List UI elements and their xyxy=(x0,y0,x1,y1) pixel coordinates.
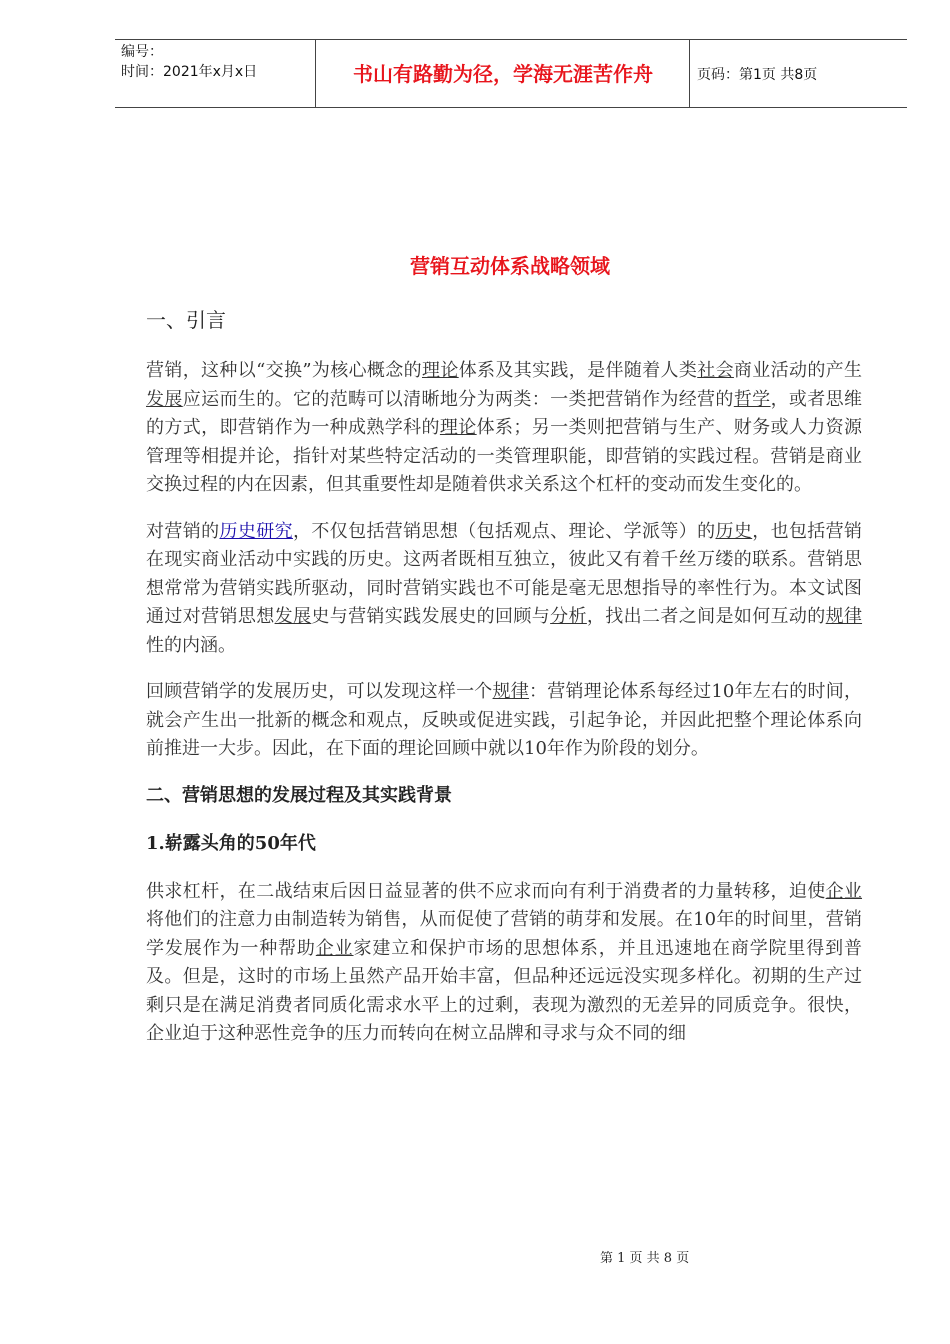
header-meta xyxy=(121,42,311,82)
inline-link[interactable]: 哲学 xyxy=(733,388,771,410)
inline-link[interactable]: 发展 xyxy=(274,606,312,627)
inline-link[interactable]: 企业 xyxy=(315,937,354,959)
page-footer: 第 1 页 共 8 页 xyxy=(600,1251,690,1266)
inline-link[interactable]: 规律 xyxy=(492,681,530,702)
number-label: 编号： xyxy=(121,44,163,60)
header-bottom-rule xyxy=(115,107,907,108)
inline-link[interactable]: 分析 xyxy=(550,606,587,627)
header-top-rule xyxy=(115,39,907,40)
header-divider-1 xyxy=(315,39,316,107)
paragraph: 营销，这种以“交换”为核心概念的理论体系及其实践，是伴随着人类社会商业活动的产生发展应运而生的。它的范畴可以清晰地分为两类：一类把营销作为经营的哲学，或者思维的方式，即营销作为一种成熟学科的理论体系；另一类则把营销与生产、财务或人力资源管理等相提并论，指针对某些特定活动的一类管理职能，即营销的实践过程。营销是商业交换过程的内在因素，但其重要性却是随着供求关系这个杠杆的变动而发生变化的。 xyxy=(146,360,863,495)
document-title: 营销互动体系战略领域 xyxy=(410,254,610,278)
time-label: 时间：2021年x月x日 xyxy=(121,64,258,80)
inline-link[interactable]: 理论 xyxy=(439,417,477,438)
inline-link[interactable]: 发展 xyxy=(146,388,183,410)
paragraph: 对营销的历史研究，不仅包括营销思想（包括观点、理论、学派等）的历史，也包括营销在现实商业活动中实践的历史。这两者既相互独立，彼此又有着千丝万缕的联系。营销思想常常为营销实践所驱动，同时营销实践也不可能是毫无思想指导的率性行为。本文试图通过对营销思想发展史与营销实践发展史的回顾与分析，找出二者之间是如何互动的规律性的内涵。 xyxy=(146,520,863,656)
inline-link[interactable]: 企业 xyxy=(825,880,863,902)
subsection-heading-1950s: 1.崭露头角的50年代 xyxy=(146,832,316,854)
paragraph: 回顾营销学的发展历史，可以发现这样一个规律：营销理论体系每经过10年左右的时间，就会产生出一批新的概念和观点，反映或促进实践，引起争论，并因此把整个理论体系向前推进一大步。因此，在下面的理论回顾中就以10年作为阶段的划分。 xyxy=(146,681,863,759)
inline-link[interactable]: 历史研究 xyxy=(219,520,293,542)
paragraph: 供求杠杆，在二战结束后因日益显著的供不应求而向有利于消费者的力量转移，迫使企业将他们的注意力由制造转为销售，从而促使了营销的萌芽和发展。在10年的时间里，营销学发展作为一种帮助企业家建立和保护市场的思想体系，并且迅速地在商学院里得到普及。但是，这时的市场上虽然产品开始丰富，但品种还远远没实现多样化。初期的生产过剩只是在满足消费者同质化需求水平上的过剩，表现为激烈的无差异的同质竞争。很快，企业迫于这种恶性竞争的压力而转向在树立品牌和寻求与众不同的细 xyxy=(146,880,863,1044)
inline-link[interactable]: 历史 xyxy=(715,520,753,542)
header-page-label: 页码：第1页 共8页 xyxy=(697,67,818,83)
section-heading-development: 二、营销思想的发展过程及其实践背景 xyxy=(146,784,452,806)
document-body xyxy=(146,305,862,1067)
section-heading-intro: 一、引言 xyxy=(146,308,226,332)
inline-link[interactable]: 理论 xyxy=(421,360,459,381)
inline-link[interactable]: 社会 xyxy=(697,360,734,381)
header-motto: 书山有路勤为径，学海无涯苦作舟 xyxy=(353,62,653,86)
header-divider-2 xyxy=(689,39,690,107)
inline-link[interactable]: 规律 xyxy=(825,606,863,627)
